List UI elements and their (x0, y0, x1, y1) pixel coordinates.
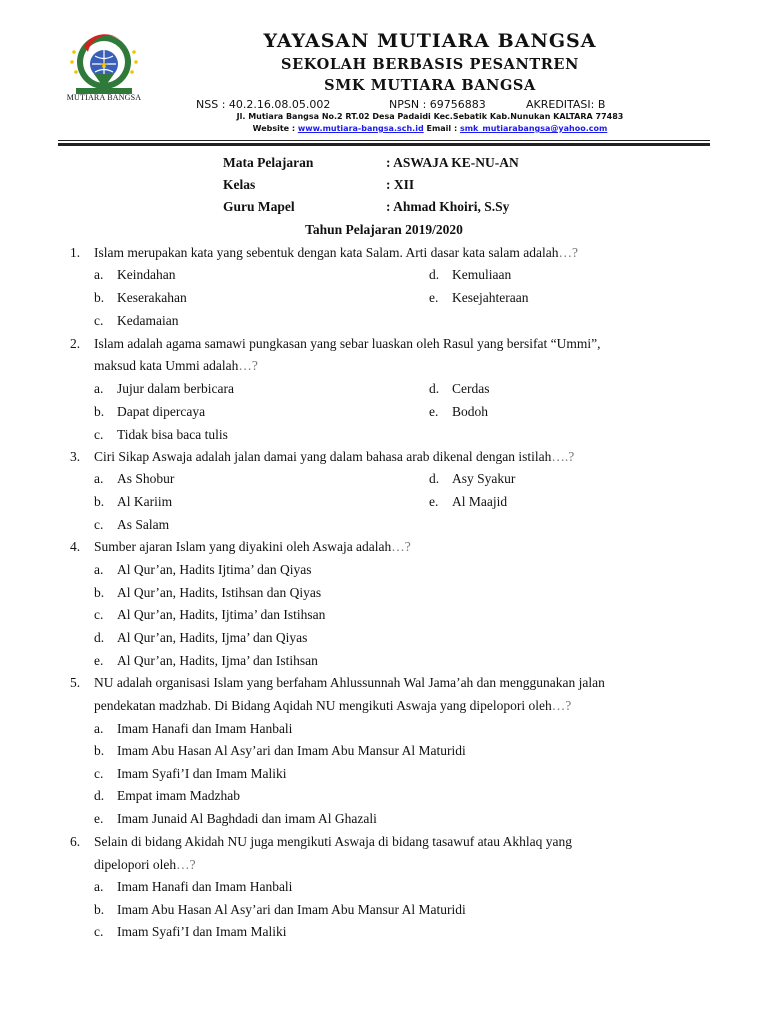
question-ellipsis: …? (391, 539, 411, 554)
question-text: Islam merupakan kata yang sebentuk dengan kata Salam. Arti dasar kata salam adalah…? (94, 245, 578, 260)
option-letter: b. (94, 585, 105, 600)
option-letter: c. (94, 427, 104, 442)
academic-year: Tahun Pelajaran 2019/2020 (305, 222, 463, 237)
question-number: 2. (70, 336, 81, 351)
option-letter: d. (429, 267, 440, 282)
question-text: Selain di bidang Akidah NU juga mengikuti Aswaja di bidang tasawuf atau Akhlaq yang (94, 834, 573, 849)
option-text: Imam Abu Hasan Al Asy’ari dan Imam Abu Mansur Al Maturidi (117, 743, 466, 758)
option-letter: e. (429, 494, 439, 509)
option-letter: e. (94, 653, 104, 668)
question-text: Islam adalah agama samawi pungkasan yang sebar luaskan oleh Rasul yang bersifat “Ummi”, (94, 336, 601, 351)
question-ellipsis: ….? (551, 449, 575, 464)
option-text: Al Qur’an, Hadits, Ijma’ dan Qiyas (117, 630, 308, 645)
question-text: NU adalah organisasi Islam yang berfaham Ahlussunnah Wal Jama’ah dan menggunakan jalan (94, 675, 605, 690)
question-number: 3. (70, 449, 81, 464)
accreditation: AKREDITASI: B (526, 98, 606, 111)
class-label: Kelas (223, 177, 256, 192)
option-text: Imam Junaid Al Baghdadi dan imam Al Ghazali (117, 811, 377, 826)
option-letter: c. (94, 313, 104, 328)
option-text: Asy Syakur (452, 471, 516, 486)
question-text: dipelopori oleh…? (94, 857, 196, 872)
question-number: 1. (70, 245, 81, 260)
subject-label: Mata Pelajaran (223, 155, 314, 170)
teacher-label: Guru Mapel (223, 199, 295, 214)
option-text: Jujur dalam berbicara (117, 381, 234, 396)
teacher-value: : Ahmad Khoiri, S.Sy (386, 199, 510, 214)
option-text: Kemuliaan (452, 267, 512, 282)
contact-line (150, 124, 710, 133)
question-text: Sumber ajaran Islam yang diyakini oleh Aswaja adalah…? (94, 539, 411, 554)
option-letter: a. (94, 381, 104, 396)
website-label: Website : (252, 124, 298, 133)
option-text: Al Qur’an, Hadits Ijtima’ dan Qiyas (117, 562, 312, 577)
logo-caption: MUTIARA BANGSA (66, 93, 142, 102)
question-number: 6. (70, 834, 81, 849)
option-letter: a. (94, 879, 104, 894)
option-letter: c. (94, 766, 104, 781)
question-ellipsis: …? (176, 857, 196, 872)
option-text: Imam Syafi’I dan Imam Maliki (117, 924, 287, 939)
option-text: Al Kariim (117, 494, 173, 509)
subject-value: : ASWAJA KE-NU-AN (386, 155, 519, 170)
option-letter: d. (429, 471, 440, 486)
npsn-number: NPSN : 69756883 (389, 98, 486, 111)
foundation-name: YAYASAN MUTIARA BANGSA (263, 30, 597, 52)
option-text: As Salam (117, 517, 170, 532)
header-divider-thin (58, 140, 710, 141)
option-text: Bodoh (452, 404, 489, 419)
option-text: Imam Hanafi dan Imam Hanbali (117, 879, 293, 894)
question-number: 4. (70, 539, 81, 554)
question-ellipsis: …? (558, 245, 578, 260)
question-text: pendekatan madzhab. Di Bidang Aqidah NU mengikuti Aswaja yang dipelopori oleh…? (94, 698, 572, 713)
option-letter: b. (94, 743, 105, 758)
option-letter: d. (429, 381, 440, 396)
question-text: Ciri Sikap Aswaja adalah jalan damai yang dalam bahasa arab dikenal dengan istilah….? (94, 449, 575, 464)
school-address: Jl. Mutiara Bangsa No.2 RT.02 Desa Padaidi Kec.Sebatik Kab.Nunukan KALTARA 77483 (236, 112, 624, 121)
option-text: Dapat dipercaya (117, 404, 206, 419)
option-letter: c. (94, 607, 104, 622)
option-text: Tidak bisa baca tulis (117, 427, 228, 442)
option-letter: d. (94, 630, 105, 645)
option-letter: b. (94, 902, 105, 917)
nss-number: NSS : 40.2.16.08.05.002 (196, 98, 331, 111)
option-text: Keindahan (117, 267, 176, 282)
option-text: Al Qur’an, Hadits, Ijtima’ dan Istihsan (117, 607, 326, 622)
question-ellipsis: …? (551, 698, 572, 713)
option-letter: a. (94, 721, 104, 736)
option-text: Kesejahteraan (452, 290, 529, 305)
option-letter: a. (94, 471, 104, 486)
email-link[interactable]: smk_mutiarabangsa@yahoo.com (459, 124, 608, 133)
option-text: Imam Hanafi dan Imam Hanbali (117, 721, 293, 736)
class-value: : XII (386, 177, 415, 192)
option-text: Imam Syafi’I dan Imam Maliki (117, 766, 287, 781)
option-letter: b. (94, 404, 105, 419)
svg-text:★: ★ (99, 60, 109, 71)
option-text: Al Qur’an, Hadits, Ijma’ dan Istihsan (117, 653, 318, 668)
option-letter: c. (94, 924, 104, 939)
option-text: Al Maajid (452, 494, 508, 509)
email-label: Email : (423, 124, 460, 133)
option-text: Kedamaian (117, 313, 179, 328)
option-letter: e. (94, 811, 104, 826)
option-text: Imam Abu Hasan Al Asy’ari dan Imam Abu Mansur Al Maturidi (117, 902, 466, 917)
school-name: SMK MUTIARA BANGSA (324, 77, 536, 94)
school-type: SEKOLAH BERBASIS PESANTREN (281, 56, 579, 73)
question-ellipsis: …? (238, 358, 258, 373)
option-text: Keserakahan (117, 290, 187, 305)
header-divider-thick (58, 143, 710, 146)
option-letter: c. (94, 517, 104, 532)
option-letter: a. (94, 267, 104, 282)
option-letter: b. (94, 290, 105, 305)
option-letter: a. (94, 562, 104, 577)
option-letter: d. (94, 788, 105, 803)
option-text: As Shobur (117, 471, 175, 486)
question-number: 5. (70, 675, 81, 690)
option-letter: e. (429, 404, 439, 419)
option-text: Cerdas (452, 381, 490, 396)
option-letter: e. (429, 290, 439, 305)
option-text: Al Qur’an, Hadits, Istihsan dan Qiyas (117, 585, 322, 600)
question-text: maksud kata Ummi adalah…? (94, 358, 258, 373)
option-text: Empat imam Madzhab (117, 788, 240, 803)
option-letter: b. (94, 494, 105, 509)
website-link[interactable]: www.mutiara-bangsa.sch.id (297, 124, 424, 133)
